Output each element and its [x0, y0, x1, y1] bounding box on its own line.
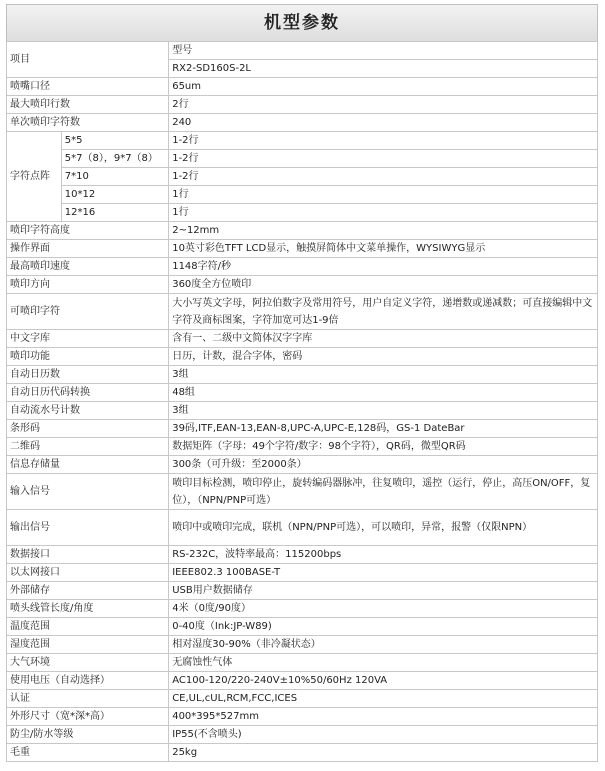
row-value: 无腐蚀性气体 — [169, 654, 598, 672]
row-value: 39码,ITF,EAN-13,EAN-8,UPC-A,UPC-E,128码，GS-1 DateBar — [169, 420, 598, 438]
table-row — [7, 456, 598, 474]
table-row — [7, 96, 598, 114]
row-label: 湿度范围 — [7, 636, 169, 654]
row-value: CE,UL,cUL,RCM,FCC,ICES — [169, 690, 598, 708]
row-value: IP55(不含喷头) — [169, 726, 598, 744]
table-row — [7, 420, 598, 438]
table-row — [7, 258, 598, 276]
row-value: 喷印目标检测，喷印停止，旋转编码器脉冲，往复喷印，遥控（运行，停止，高压ON/OFF，复位），（NPN/PNP可选） — [169, 474, 598, 510]
row-value: 喷印中或喷印完成，联机（NPN/PNP可选），可以喷印，异常，报警（仅限NPN） — [169, 510, 598, 546]
table-row — [7, 438, 598, 456]
table-row — [7, 564, 598, 582]
table-row — [7, 168, 598, 186]
row-label: 以太网接口 — [7, 564, 169, 582]
char-matrix-sub: 10*12 — [61, 186, 168, 204]
row-value: 360度全方位喷印 — [169, 276, 598, 294]
row-value: 型号 — [169, 42, 598, 60]
row-label: 喷印方向 — [7, 276, 169, 294]
table-row — [7, 402, 598, 420]
row-value: 400*395*527mm — [169, 708, 598, 726]
table-row — [7, 474, 598, 510]
table-row — [7, 294, 598, 330]
table-row — [7, 150, 598, 168]
table-row — [7, 348, 598, 366]
row-label: 自动流水号计数 — [7, 402, 169, 420]
row-label: 条形码 — [7, 420, 169, 438]
row-label: 喷头线管长度/角度 — [7, 600, 169, 618]
row-value: 4米（0度/90度） — [169, 600, 598, 618]
page-title: 机型参数 — [6, 4, 598, 41]
spec-sheet — [6, 4, 598, 762]
row-value: 0-40度（Ink:JP-W89) — [169, 618, 598, 636]
row-value: 相对湿度30-90%（非冷凝状态） — [169, 636, 598, 654]
table-row — [7, 582, 598, 600]
table-row — [7, 510, 598, 546]
row-label: 信息存储量 — [7, 456, 169, 474]
table-row — [7, 276, 598, 294]
table-row — [7, 366, 598, 384]
table-row — [7, 42, 598, 60]
char-matrix-label: 字符点阵 — [7, 132, 62, 222]
row-value: 1148字符/秒 — [169, 258, 598, 276]
row-label: 输出信号 — [7, 510, 169, 546]
row-label: 大气环境 — [7, 654, 169, 672]
row-label: 最大喷印行数 — [7, 96, 169, 114]
row-value: 1-2行 — [169, 150, 598, 168]
row-label: 防尘/防水等级 — [7, 726, 169, 744]
row-value: 48组 — [169, 384, 598, 402]
row-label: 数据接口 — [7, 546, 169, 564]
row-label: 外形尺寸（宽*深*高） — [7, 708, 169, 726]
table-row — [7, 546, 598, 564]
row-value: RX2-SD160S-2L — [169, 60, 598, 78]
row-label: 自动日历数 — [7, 366, 169, 384]
row-label: 使用电压（自动选择） — [7, 672, 169, 690]
row-label: 最高喷印速度 — [7, 258, 169, 276]
table-row — [7, 204, 598, 222]
row-label: 中文字库 — [7, 330, 169, 348]
row-label: 可喷印字符 — [7, 294, 169, 330]
row-label: 自动日历代码转换 — [7, 384, 169, 402]
table-row — [7, 654, 598, 672]
table-row — [7, 186, 598, 204]
table-row — [7, 384, 598, 402]
row-label: 单次喷印字符数 — [7, 114, 169, 132]
char-matrix-sub: 5*5 — [61, 132, 168, 150]
table-row — [7, 132, 598, 150]
row-value: 10英寸彩色TFT LCD显示，触摸屏简体中文菜单操作，WYSIWYG显示 — [169, 240, 598, 258]
table-row — [7, 78, 598, 96]
row-value: 1行 — [169, 186, 598, 204]
row-value: 2~12mm — [169, 222, 598, 240]
row-value: 3组 — [169, 402, 598, 420]
table-row — [7, 726, 598, 744]
row-value: 240 — [169, 114, 598, 132]
table-row — [7, 114, 598, 132]
row-label: 毛重 — [7, 744, 169, 762]
row-value: 3组 — [169, 366, 598, 384]
row-value: 300条（可升级：至2000条） — [169, 456, 598, 474]
row-value: 大小写英文字母，阿拉伯数字及常用符号，用户自定义字符，递增数或递减数；可直接编辑中文字符及商标图案，字符加宽可达1-9倍 — [169, 294, 598, 330]
row-value: 1-2行 — [169, 132, 598, 150]
row-label: 喷印功能 — [7, 348, 169, 366]
row-label: 温度范围 — [7, 618, 169, 636]
row-value: AC100-120/220-240V±10%50/60Hz 120VA — [169, 672, 598, 690]
row-label: 外部储存 — [7, 582, 169, 600]
table-row — [7, 222, 598, 240]
char-matrix-sub: 12*16 — [61, 204, 168, 222]
table-row — [7, 690, 598, 708]
row-value: 含有一、二级中文简体汉字字库 — [169, 330, 598, 348]
table-row — [7, 744, 598, 762]
row-value: RS-232C，波特率最高：115200bps — [169, 546, 598, 564]
row-value: USB用户数据储存 — [169, 582, 598, 600]
row-value: 1行 — [169, 204, 598, 222]
spec-table — [6, 41, 598, 762]
row-label: 输入信号 — [7, 474, 169, 510]
row-value: 25kg — [169, 744, 598, 762]
row-label: 二维码 — [7, 438, 169, 456]
row-value: IEEE802.3 100BASE-T — [169, 564, 598, 582]
table-row — [7, 618, 598, 636]
table-row — [7, 330, 598, 348]
row-label: 操作界面 — [7, 240, 169, 258]
table-row — [7, 636, 598, 654]
row-label: 认证 — [7, 690, 169, 708]
row-value: 2行 — [169, 96, 598, 114]
char-matrix-sub: 5*7（8），9*7（8） — [61, 150, 168, 168]
row-label: 喷印字符高度 — [7, 222, 169, 240]
row-label: 项目 — [7, 42, 169, 78]
row-value: 1-2行 — [169, 168, 598, 186]
table-row — [7, 672, 598, 690]
table-row — [7, 600, 598, 618]
row-value: 日历，计数，混合字体，密码 — [169, 348, 598, 366]
table-row — [7, 240, 598, 258]
char-matrix-sub: 7*10 — [61, 168, 168, 186]
row-value: 65um — [169, 78, 598, 96]
table-row — [7, 708, 598, 726]
row-value: 数据矩阵（字母：49个字符/数字：98个字符），QR码，微型QR码 — [169, 438, 598, 456]
row-label: 喷嘴口径 — [7, 78, 169, 96]
